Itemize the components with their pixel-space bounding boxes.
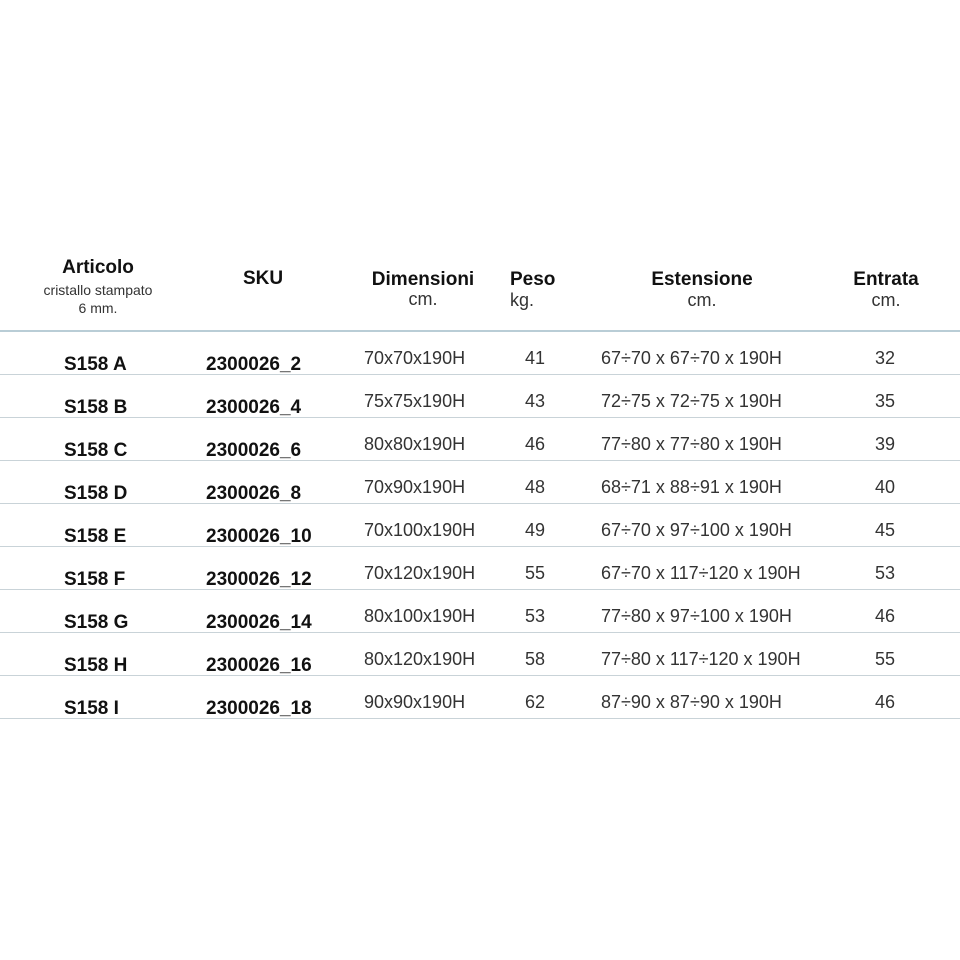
table-row: [0, 676, 960, 719]
spec-table: [0, 252, 960, 719]
cell-dimensioni: 80x80x190H: [364, 434, 466, 454]
header-entrata-label: Entrata: [853, 269, 919, 290]
cell-estensione: 67÷70 x 97÷100 x 190H: [601, 520, 792, 540]
table-row: [0, 332, 960, 375]
cell-dimensioni: 80x120x190H: [364, 649, 476, 669]
cell-estensione: 72÷75 x 72÷75 x 190H: [601, 391, 782, 411]
cell-articolo: S158 I: [64, 698, 119, 719]
cell-estensione: 87÷90 x 87÷90 x 190H: [601, 692, 782, 712]
header-estensione: [596, 270, 808, 309]
cell-entrata: 46: [874, 606, 896, 626]
cell-peso: 43: [524, 391, 546, 411]
table-row: [0, 461, 960, 504]
cell-peso: 62: [524, 692, 546, 712]
cell-estensione: 77÷80 x 77÷80 x 190H: [601, 434, 782, 454]
cell-dimensioni: 80x100x190H: [364, 606, 476, 626]
cell-estensione: 77÷80 x 97÷100 x 190H: [601, 606, 792, 626]
header-entrata-unit: cm.: [871, 290, 901, 310]
table-row: [0, 504, 960, 547]
table-row: [0, 418, 960, 461]
header-estensione-label: Estensione: [651, 269, 753, 290]
cell-entrata: 55: [874, 649, 896, 669]
header-peso-unit: kg.: [510, 290, 535, 310]
cell-estensione: 67÷70 x 67÷70 x 190H: [601, 348, 782, 368]
table-header: [0, 252, 960, 332]
cell-peso: 49: [524, 520, 546, 540]
header-articolo-sub2: 6 mm.: [78, 299, 118, 316]
cell-estensione: 67÷70 x 117÷120 x 190H: [601, 563, 801, 583]
cell-sku: 2300026_10: [206, 526, 312, 547]
cell-sku: 2300026_14: [206, 612, 312, 633]
header-dimensioni-label: Dimensioni: [371, 269, 475, 290]
cell-articolo: S158 C: [64, 440, 128, 461]
cell-entrata: 53: [874, 563, 896, 583]
header-articolo-sub1: cristallo stampato: [43, 282, 153, 298]
cell-peso: 48: [524, 477, 546, 497]
cell-estensione: 77÷80 x 117÷120 x 190H: [601, 649, 801, 669]
cell-entrata: 46: [874, 692, 896, 712]
table-body: [0, 332, 960, 719]
cell-sku: 2300026_6: [206, 440, 302, 461]
header-sku-label: SKU: [242, 268, 284, 289]
cell-sku: 2300026_12: [206, 569, 312, 590]
cell-articolo: S158 A: [64, 354, 127, 375]
cell-sku: 2300026_16: [206, 655, 312, 676]
header-estensione-unit: cm.: [687, 290, 717, 310]
cell-articolo: S158 E: [64, 526, 127, 547]
cell-dimensioni: 70x90x190H: [364, 477, 466, 497]
cell-peso: 58: [524, 649, 546, 669]
table-row: [0, 633, 960, 676]
header-peso-label: Peso: [510, 269, 556, 290]
cell-peso: 41: [524, 348, 546, 368]
table-row: [0, 375, 960, 418]
cell-entrata: 40: [874, 477, 896, 497]
cell-sku: 2300026_8: [206, 483, 302, 504]
cell-articolo: S158 H: [64, 655, 128, 676]
cell-articolo: S158 D: [64, 483, 128, 504]
cell-sku: 2300026_18: [206, 698, 312, 719]
cell-peso: 53: [524, 606, 546, 626]
cell-dimensioni: 70x70x190H: [364, 348, 466, 368]
cell-articolo: S158 B: [64, 397, 128, 418]
header-sku: [196, 269, 330, 288]
cell-articolo: S158 G: [64, 612, 129, 633]
cell-peso: 55: [524, 563, 546, 583]
header-peso: [498, 270, 572, 309]
cell-dimensioni: 70x100x190H: [364, 520, 476, 540]
header-dimensioni: [348, 270, 498, 308]
cell-sku: 2300026_2: [206, 354, 302, 375]
header-entrata: [830, 270, 942, 309]
cell-estensione: 68÷71 x 88÷91 x 190H: [601, 477, 782, 497]
cell-sku: 2300026_4: [206, 397, 302, 418]
cell-entrata: 45: [874, 520, 896, 540]
cell-peso: 46: [524, 434, 546, 454]
cell-dimensioni: 75x75x190H: [364, 391, 466, 411]
header-articolo: [0, 258, 196, 317]
header-articolo-label: Articolo: [62, 257, 134, 278]
cell-articolo: S158 F: [64, 569, 126, 590]
cell-dimensioni: 70x120x190H: [364, 563, 476, 583]
cell-entrata: 32: [874, 348, 896, 368]
table-row: [0, 547, 960, 590]
table-row: [0, 590, 960, 633]
cell-entrata: 39: [874, 434, 896, 454]
cell-dimensioni: 90x90x190H: [364, 692, 466, 712]
cell-entrata: 35: [874, 391, 896, 411]
header-dimensioni-unit: cm.: [408, 289, 438, 309]
